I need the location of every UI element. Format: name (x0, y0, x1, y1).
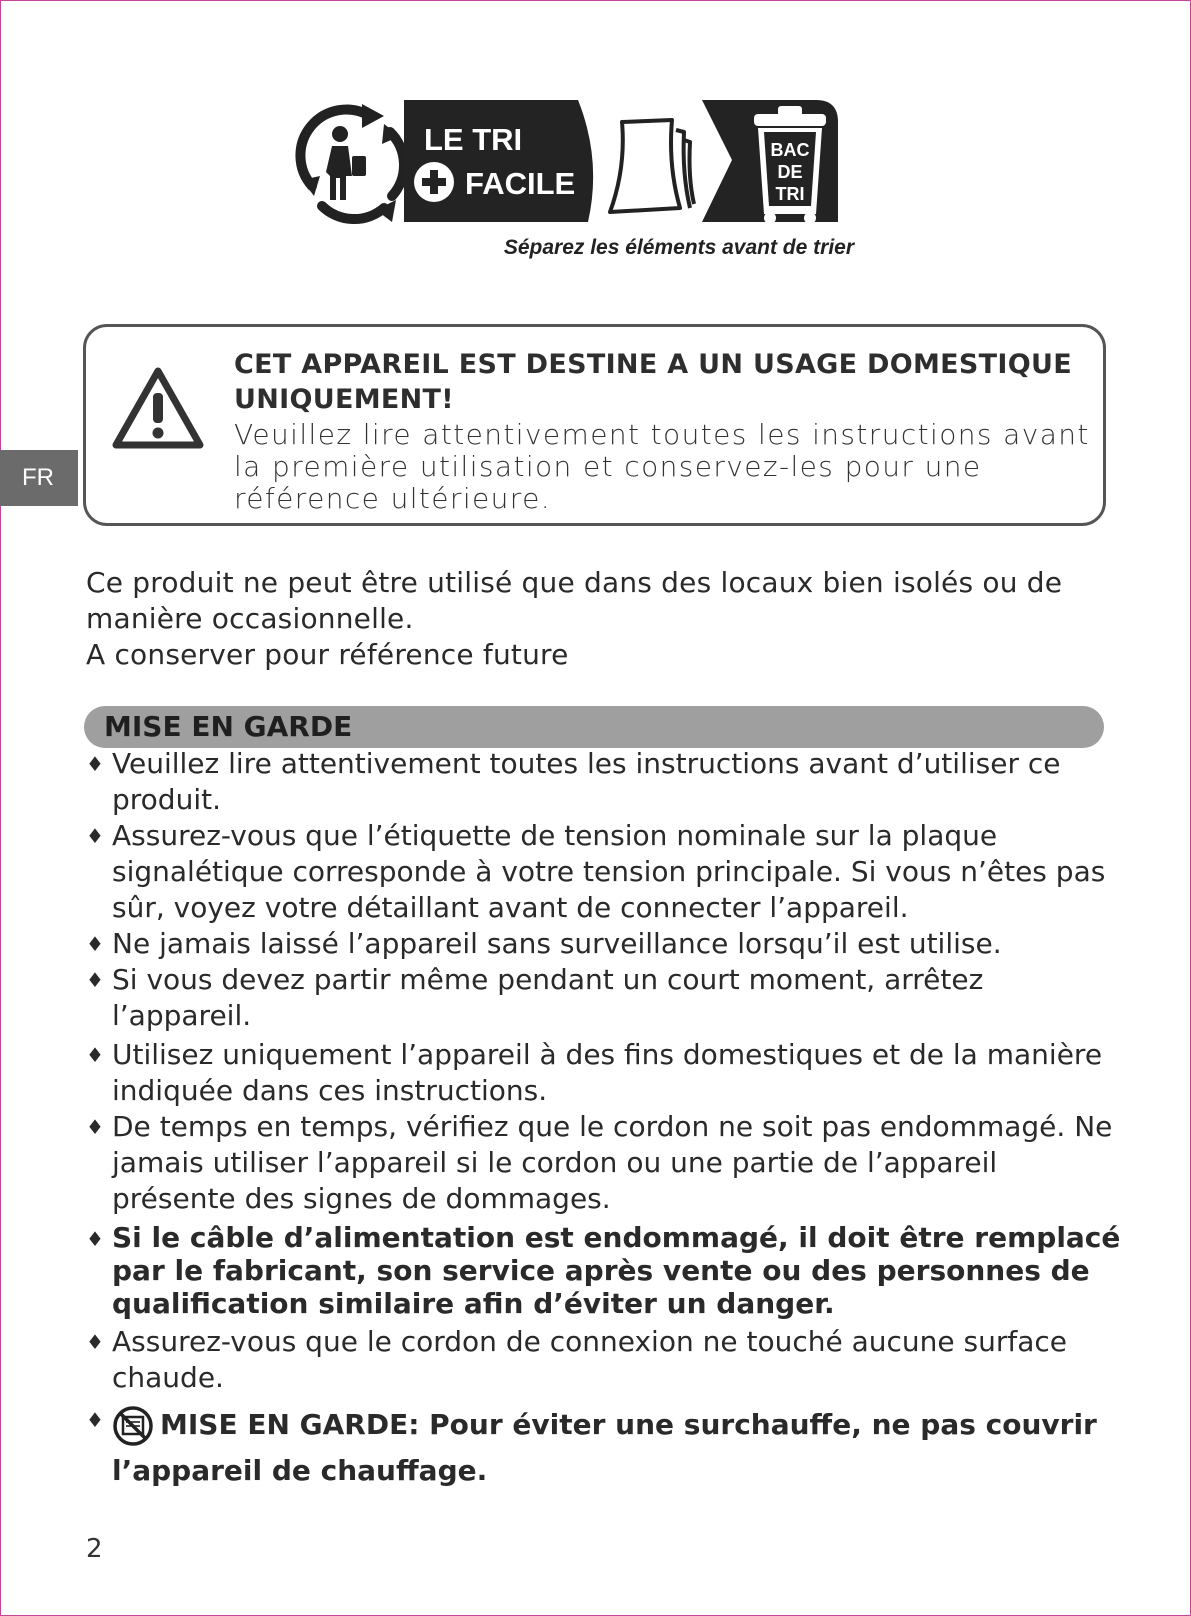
triman-line1: LE TRI (424, 122, 523, 157)
triman-line2: FACILE (465, 166, 576, 201)
warning-list (84, 746, 1124, 1494)
list-item: ♦ Si vous devez partir même pendant un court moment, arrêtez l’appareil. (86, 963, 984, 1032)
intro-line-1: Ce produit ne peut être utilisé que dans des locaux bien isolés ou de manière occasionnelle. (86, 566, 1063, 635)
diamond-bullet-icon: ♦ (86, 824, 104, 848)
diamond-bullet-icon: ♦ (86, 1043, 104, 1067)
list-item: ♦ Ne jamais laissé l’appareil sans surveillance lorsqu’il est utilise. (86, 927, 1002, 960)
do-not-cover-icon (112, 1405, 154, 1447)
warning-body: Veuillez lire attentivement toutes les instructions avant la première utilisation et conservez-les pour une référence ultérieure. (234, 418, 1090, 515)
diamond-bullet-icon: ♦ (86, 932, 104, 956)
list-item: ♦ Veuillez lire attentivement toutes les instructions avant d’utiliser ce produit. (86, 747, 1061, 816)
diamond-bullet-icon: ♦ (86, 1227, 104, 1251)
language-tab: FR (0, 450, 78, 506)
bin-label-1: BAC (770, 140, 810, 160)
list-item: ♦ Utilisez uniquement l’appareil à des fins domestiques et de la manière indiquée dans ces instructions. (86, 1038, 1103, 1107)
list-item: ♦ De temps en temps, vérifiez que le cordon ne soit pas endommagé. Ne jamais utiliser l’appareil si le cordon ou une partie de l’appareil présente des signes de dommages. (86, 1110, 1113, 1215)
diamond-bullet-icon: ♦ (86, 1115, 104, 1139)
intro-line-2: A conserver pour référence future (86, 638, 569, 671)
diamond-bullet-icon: ♦ (86, 968, 104, 992)
bin-label-3: TRI (775, 184, 805, 204)
section-title: MISE EN GARDE (104, 710, 353, 743)
list-item: ♦ Assurez-vous que l’étiquette de tension nominale sur la plaque signalétique corresponde à votre tension principale. Si vous n’êtes pas sûr, voyez votre détaillant avant de connecter l’appareil. (86, 819, 1106, 924)
warning-triangle-icon (110, 365, 206, 451)
section-header (84, 706, 1104, 748)
page-number: 2 (86, 1534, 103, 1564)
warning-title: CET APPAREIL EST DESTINE A UN USAGE DOMESTIQUE UNIQUEMENT! (234, 349, 1072, 415)
triman-logo (292, 96, 862, 266)
list-item: ♦ Assurez-vous que le cordon de connexion ne touché aucune surface chaude. (86, 1325, 1068, 1394)
final-warning: ♦ MISE EN GARDE: Pour éviter une surchauffe, ne pas couvrir l’appareil de chauffage. (84, 1402, 1124, 1494)
triman-caption: Séparez les éléments avant de trier (503, 236, 854, 259)
warning-box (83, 324, 1106, 526)
diamond-bullet-icon: ♦ (86, 752, 104, 776)
diamond-bullet-icon: ♦ (86, 1408, 104, 1432)
list-item: ♦ Si le câble d’alimentation est endommagé, il doit être remplacé par le fabricant, son service après vente ou des personnes de qualification similaire afin d’éviter un danger. (86, 1221, 1121, 1320)
intro-text (86, 565, 1146, 673)
bin-label-2: DE (777, 162, 803, 182)
diamond-bullet-icon: ♦ (86, 1330, 104, 1354)
